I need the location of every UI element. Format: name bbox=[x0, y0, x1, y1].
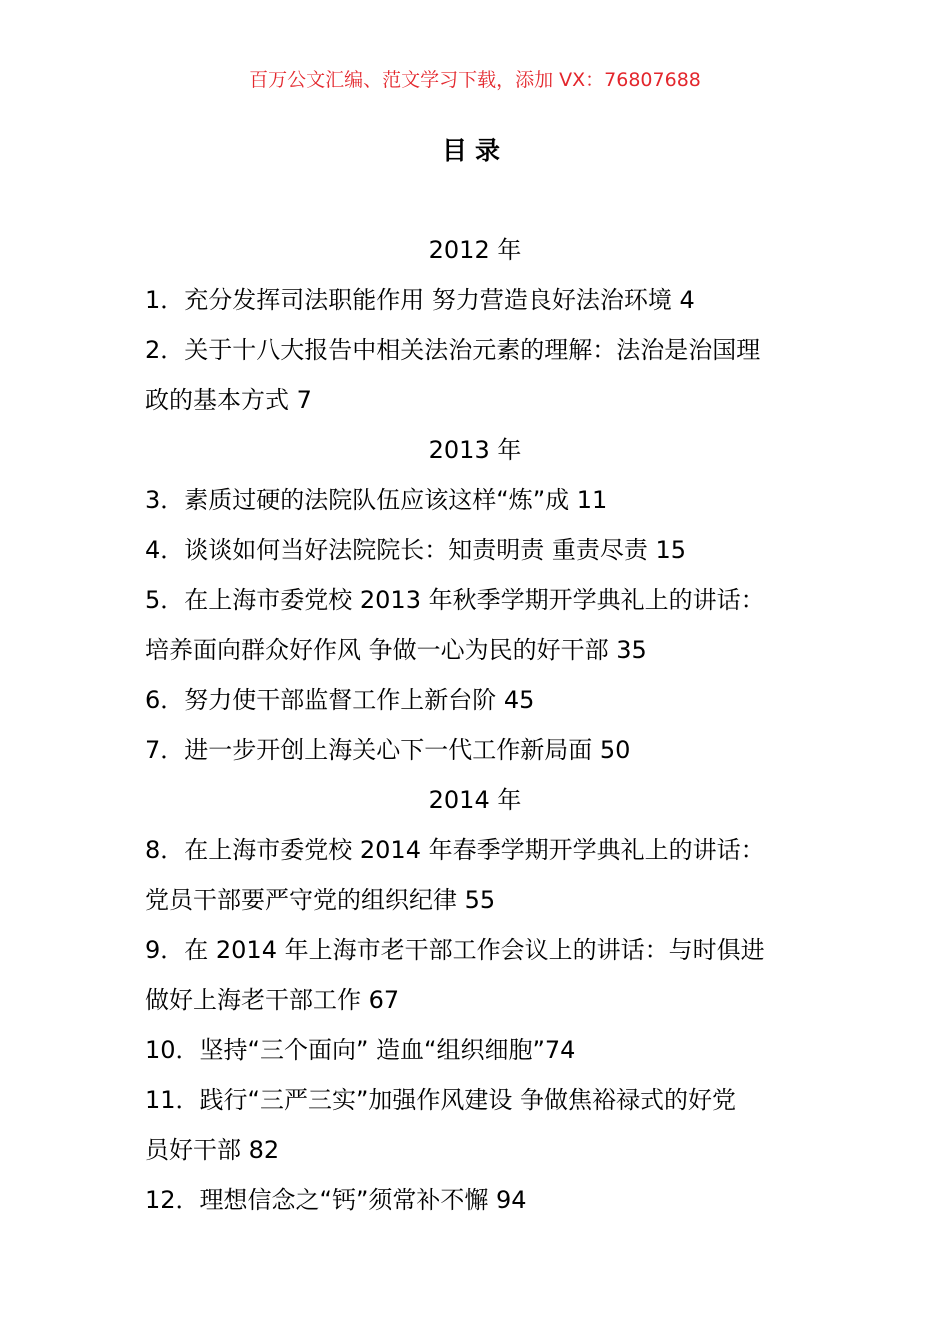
year-heading-2014: 2014 年 bbox=[428, 786, 522, 814]
toc-entry-2-line-2: 政的基本方式 7 bbox=[145, 386, 312, 414]
toc-entry-3: 3．素质过硬的法院队伍应该这样“炼”成 11 bbox=[145, 486, 608, 514]
toc-entry-4: 4．谈谈如何当好法院院长：知责明责 重责尽责 15 bbox=[145, 536, 687, 564]
toc-entry-5-line-1: 5．在上海市委党校 2013 年秋季学期开学典礼上的讲话： bbox=[145, 586, 765, 614]
toc-entry-8-line-2: 党员干部要严守党的组织纪律 55 bbox=[145, 886, 496, 914]
table-of-contents bbox=[145, 225, 815, 1225]
toc-entry-12: 12．理想信念之“钙”须常补不懈 94 bbox=[145, 1186, 527, 1214]
toc-entry-9-line-2: 做好上海老干部工作 67 bbox=[145, 986, 400, 1014]
toc-entry-7: 7．进一步开创上海关心下一代工作新局面 50 bbox=[145, 736, 631, 764]
toc-entry-6: 6．努力使干部监督工作上新台阶 45 bbox=[145, 686, 535, 714]
toc-entry-8-line-1: 8．在上海市委党校 2014 年春季学期开学典礼上的讲话： bbox=[145, 836, 765, 864]
year-heading-2012: 2012 年 bbox=[428, 236, 522, 264]
toc-entry-11-line-1: 11．践行“三严三实”加强作风建设 争做焦裕禄式的好党 bbox=[145, 1086, 737, 1114]
toc-entry-2-line-1: 2．关于十八大报告中相关法治元素的理解：法治是治国理 bbox=[145, 336, 761, 364]
toc-entry-1: 1．充分发挥司法职能作用 努力营造良好法治环境 4 bbox=[145, 286, 695, 314]
toc-entry-11-line-2: 员好干部 82 bbox=[145, 1136, 280, 1164]
year-heading-2013: 2013 年 bbox=[428, 436, 522, 464]
toc-entry-10: 10．坚持“三个面向” 造血“组织细胞”74 bbox=[145, 1036, 576, 1064]
toc-entry-9-line-1: 9．在 2014 年上海市老干部工作会议上的讲话：与时俱进 bbox=[145, 936, 765, 964]
page-title: 目录 bbox=[441, 136, 508, 165]
header-note: 百万公文汇编、范文学习下载，添加 VX：76807688 bbox=[249, 69, 701, 91]
toc-entry-5-line-2: 培养面向群众好作风 争做一心为民的好干部 35 bbox=[145, 636, 647, 664]
